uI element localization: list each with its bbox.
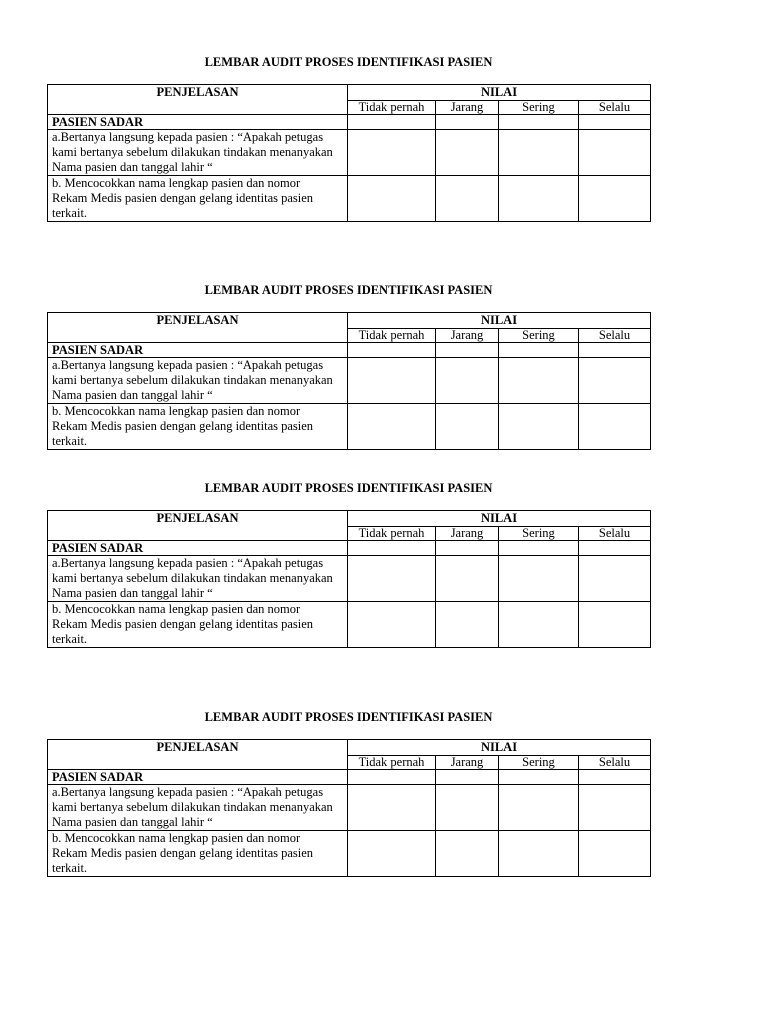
score-cell[interactable]: [436, 130, 499, 176]
audit-table: [47, 312, 651, 450]
score-cell[interactable]: [436, 831, 499, 877]
score-cell[interactable]: [348, 602, 436, 648]
score-cell[interactable]: [579, 404, 651, 450]
item-b-description: b. Mencocokkan nama lengkap pasien dan nomor Rekam Medis pasien dengan gelang identitas pasien terkait.: [48, 831, 348, 877]
score-cell[interactable]: [499, 556, 579, 602]
score-cell[interactable]: [499, 541, 579, 556]
score-cell[interactable]: [348, 343, 436, 358]
score-cell[interactable]: [579, 130, 651, 176]
score-cell[interactable]: [436, 602, 499, 648]
audit-table: [47, 84, 651, 222]
option-tidak-pernah: Tidak pernah: [348, 329, 436, 343]
form-title: LEMBAR AUDIT PROSES IDENTIFIKASI PASIEN: [204, 283, 493, 297]
score-cell[interactable]: [348, 176, 436, 222]
score-cell[interactable]: [436, 115, 499, 130]
score-cell[interactable]: [348, 130, 436, 176]
option-selalu: Selalu: [579, 101, 651, 115]
score-cell[interactable]: [499, 176, 579, 222]
score-cell[interactable]: [436, 404, 499, 450]
option-tidak-pernah: Tidak pernah: [348, 527, 436, 541]
penjelasan-header: PENJELASAN: [48, 511, 348, 541]
option-selalu: Selalu: [579, 527, 651, 541]
score-cell[interactable]: [499, 770, 579, 785]
option-sering: Sering: [499, 527, 579, 541]
option-jarang: Jarang: [436, 527, 499, 541]
audit-table: [47, 510, 651, 648]
option-selalu: Selalu: [579, 329, 651, 343]
option-jarang: Jarang: [436, 756, 499, 770]
penjelasan-header: PENJELASAN: [48, 85, 348, 115]
score-cell[interactable]: [436, 556, 499, 602]
nilai-header: NILAI: [348, 511, 651, 527]
score-cell[interactable]: [499, 343, 579, 358]
nilai-header: NILAI: [348, 85, 651, 101]
score-cell[interactable]: [499, 831, 579, 877]
score-cell[interactable]: [348, 785, 436, 831]
score-cell[interactable]: [499, 785, 579, 831]
form-title: LEMBAR AUDIT PROSES IDENTIFIKASI PASIEN: [204, 710, 493, 724]
score-cell[interactable]: [436, 770, 499, 785]
score-cell[interactable]: [579, 831, 651, 877]
score-cell[interactable]: [579, 770, 651, 785]
score-cell[interactable]: [579, 343, 651, 358]
section-label: PASIEN SADAR: [48, 115, 348, 130]
score-cell[interactable]: [436, 541, 499, 556]
option-selalu: Selalu: [579, 756, 651, 770]
score-cell[interactable]: [348, 404, 436, 450]
score-cell[interactable]: [436, 358, 499, 404]
option-jarang: Jarang: [436, 101, 499, 115]
score-cell[interactable]: [579, 602, 651, 648]
score-cell[interactable]: [499, 404, 579, 450]
audit-table: [47, 739, 651, 877]
item-b-description: b. Mencocokkan nama lengkap pasien dan nomor Rekam Medis pasien dengan gelang identitas pasien terkait.: [48, 176, 348, 222]
score-cell[interactable]: [348, 831, 436, 877]
item-b-description: b. Mencocokkan nama lengkap pasien dan nomor Rekam Medis pasien dengan gelang identitas pasien terkait.: [48, 404, 348, 450]
option-sering: Sering: [499, 756, 579, 770]
score-cell[interactable]: [579, 358, 651, 404]
score-cell[interactable]: [348, 358, 436, 404]
score-cell[interactable]: [348, 556, 436, 602]
score-cell[interactable]: [348, 541, 436, 556]
score-cell[interactable]: [436, 785, 499, 831]
item-b-description: b. Mencocokkan nama lengkap pasien dan nomor Rekam Medis pasien dengan gelang identitas pasien terkait.: [48, 602, 348, 648]
form-title: LEMBAR AUDIT PROSES IDENTIFIKASI PASIEN: [204, 481, 493, 495]
score-cell[interactable]: [348, 115, 436, 130]
score-cell[interactable]: [436, 176, 499, 222]
option-jarang: Jarang: [436, 329, 499, 343]
item-a-description: a.Bertanya langsung kepada pasien : “Apakah petugas kami bertanya sebelum dilakukan tindakan menanyakan Nama pasien dan tanggal lahir “: [48, 358, 348, 404]
form-title: LEMBAR AUDIT PROSES IDENTIFIKASI PASIEN: [204, 55, 493, 69]
score-cell[interactable]: [436, 343, 499, 358]
section-label: PASIEN SADAR: [48, 541, 348, 556]
option-sering: Sering: [499, 329, 579, 343]
item-a-description: a.Bertanya langsung kepada pasien : “Apakah petugas kami bertanya sebelum dilakukan tindakan menanyakan Nama pasien dan tanggal lahir “: [48, 130, 348, 176]
penjelasan-header: PENJELASAN: [48, 740, 348, 770]
score-cell[interactable]: [579, 176, 651, 222]
option-tidak-pernah: Tidak pernah: [348, 756, 436, 770]
score-cell[interactable]: [499, 115, 579, 130]
item-a-description: a.Bertanya langsung kepada pasien : “Apakah petugas kami bertanya sebelum dilakukan tindakan menanyakan Nama pasien dan tanggal lahir “: [48, 785, 348, 831]
item-a-description: a.Bertanya langsung kepada pasien : “Apakah petugas kami bertanya sebelum dilakukan tindakan menanyakan Nama pasien dan tanggal lahir “: [48, 556, 348, 602]
nilai-header: NILAI: [348, 740, 651, 756]
score-cell[interactable]: [348, 770, 436, 785]
score-cell[interactable]: [499, 602, 579, 648]
penjelasan-header: PENJELASAN: [48, 313, 348, 343]
option-sering: Sering: [499, 101, 579, 115]
score-cell[interactable]: [579, 541, 651, 556]
score-cell[interactable]: [579, 115, 651, 130]
score-cell[interactable]: [579, 556, 651, 602]
score-cell[interactable]: [579, 785, 651, 831]
score-cell[interactable]: [499, 130, 579, 176]
option-tidak-pernah: Tidak pernah: [348, 101, 436, 115]
section-label: PASIEN SADAR: [48, 770, 348, 785]
section-label: PASIEN SADAR: [48, 343, 348, 358]
score-cell[interactable]: [499, 358, 579, 404]
nilai-header: NILAI: [348, 313, 651, 329]
